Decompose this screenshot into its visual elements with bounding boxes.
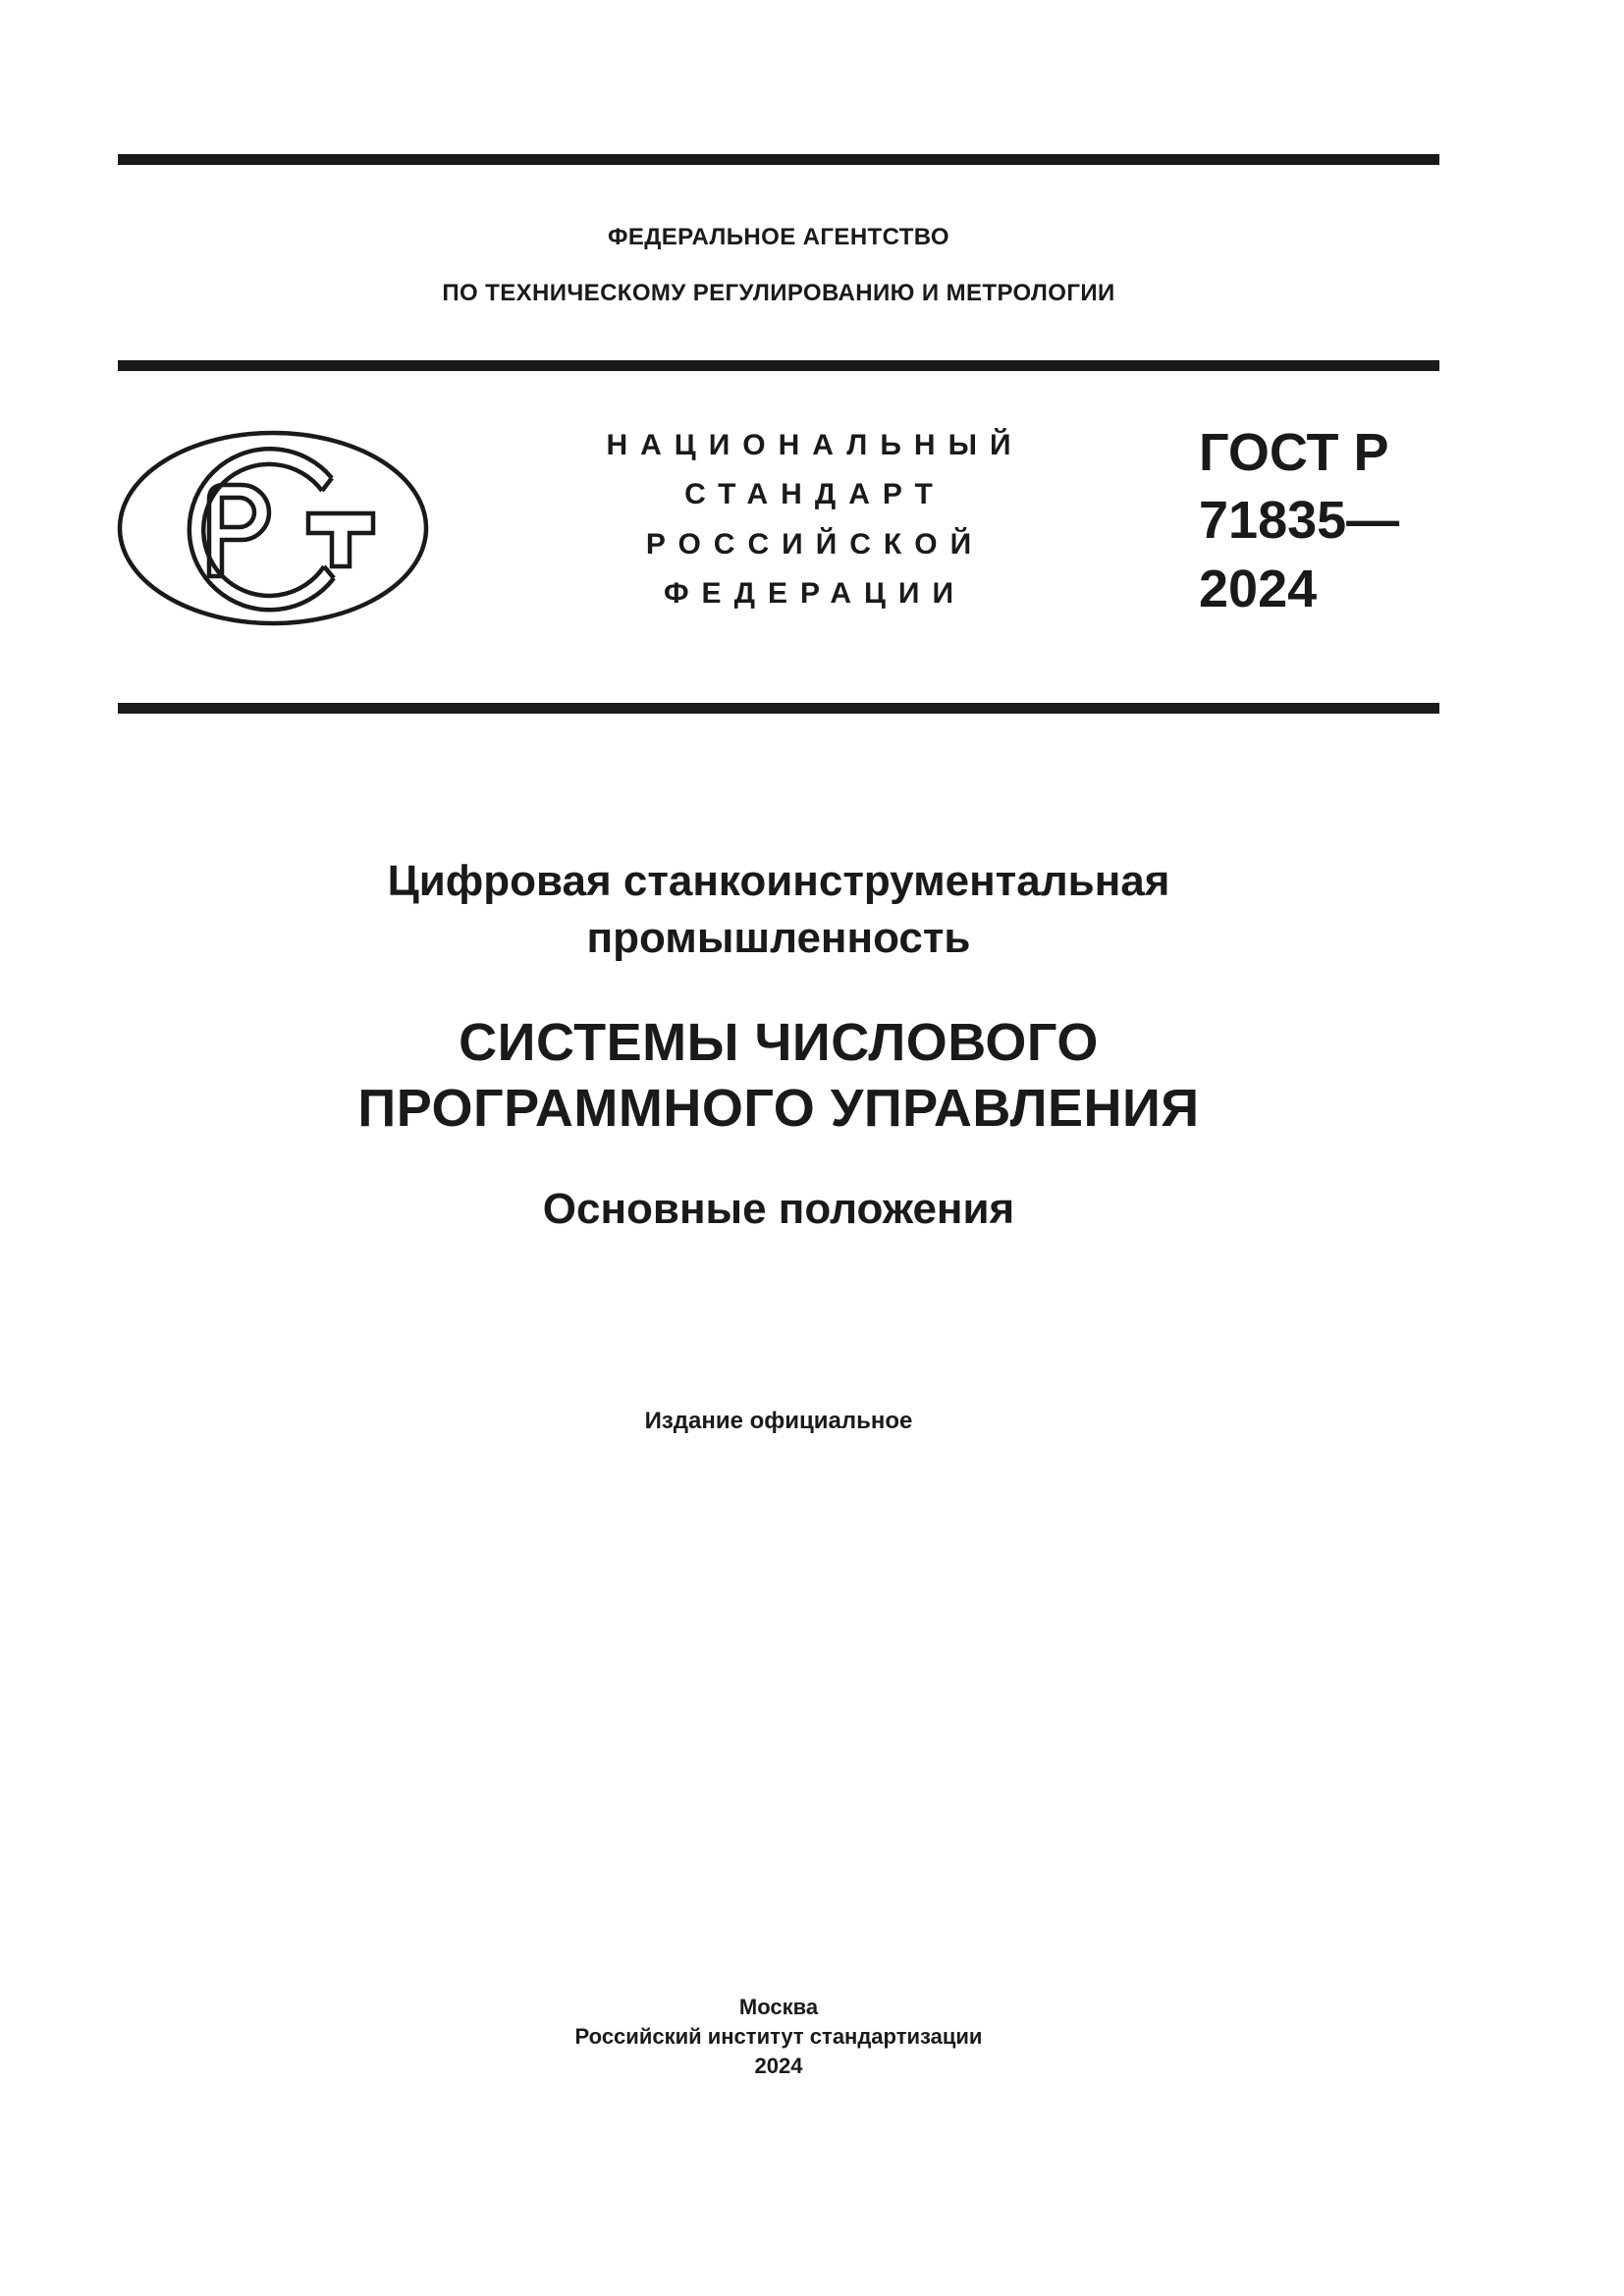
designation-line-2: 71835—	[1199, 491, 1400, 550]
header-rule	[118, 360, 1439, 371]
series-title-line-1: Цифровая станкоинструментальная	[387, 857, 1170, 905]
national-standard-line-1: НАЦИОНАЛЬНЫЙ	[606, 429, 1024, 461]
header-bottom-rule	[118, 703, 1439, 714]
imprint-year: 2024	[754, 2054, 803, 2078]
designation-line-3: 2024	[1199, 560, 1318, 618]
rst-logo-icon	[116, 429, 430, 627]
national-standard-line-2: СТАНДАРТ	[684, 478, 946, 510]
imprint-city: Москва	[738, 1995, 819, 2019]
agency-line-1: ФЕДЕРАЛЬНОЕ АГЕНТСТВО	[607, 224, 950, 250]
imprint-publisher: Российский институт стандартизации	[574, 2024, 983, 2049]
subtitle: Основные положения	[542, 1185, 1015, 1233]
designation-line-1: ГОСТ Р	[1199, 423, 1389, 482]
main-title-line-1: СИСТЕМЫ ЧИСЛОВОГО	[459, 1013, 1099, 1072]
agency-line-2: ПО ТЕХНИЧЕСКОМУ РЕГУЛИРОВАНИЮ И МЕТРОЛОГИИ	[442, 280, 1115, 306]
edition-note: Издание официальное	[644, 1408, 913, 1434]
series-title-line-2: промышленность	[586, 914, 971, 962]
national-standard-line-4: ФЕДЕРАЦИИ	[663, 577, 967, 610]
national-standard-line-3: РОССИЙСКОЙ	[645, 528, 985, 561]
top-rule	[118, 154, 1439, 165]
main-title-line-2: ПРОГРАММНОГО УПРАВЛЕНИЯ	[357, 1079, 1200, 1138]
